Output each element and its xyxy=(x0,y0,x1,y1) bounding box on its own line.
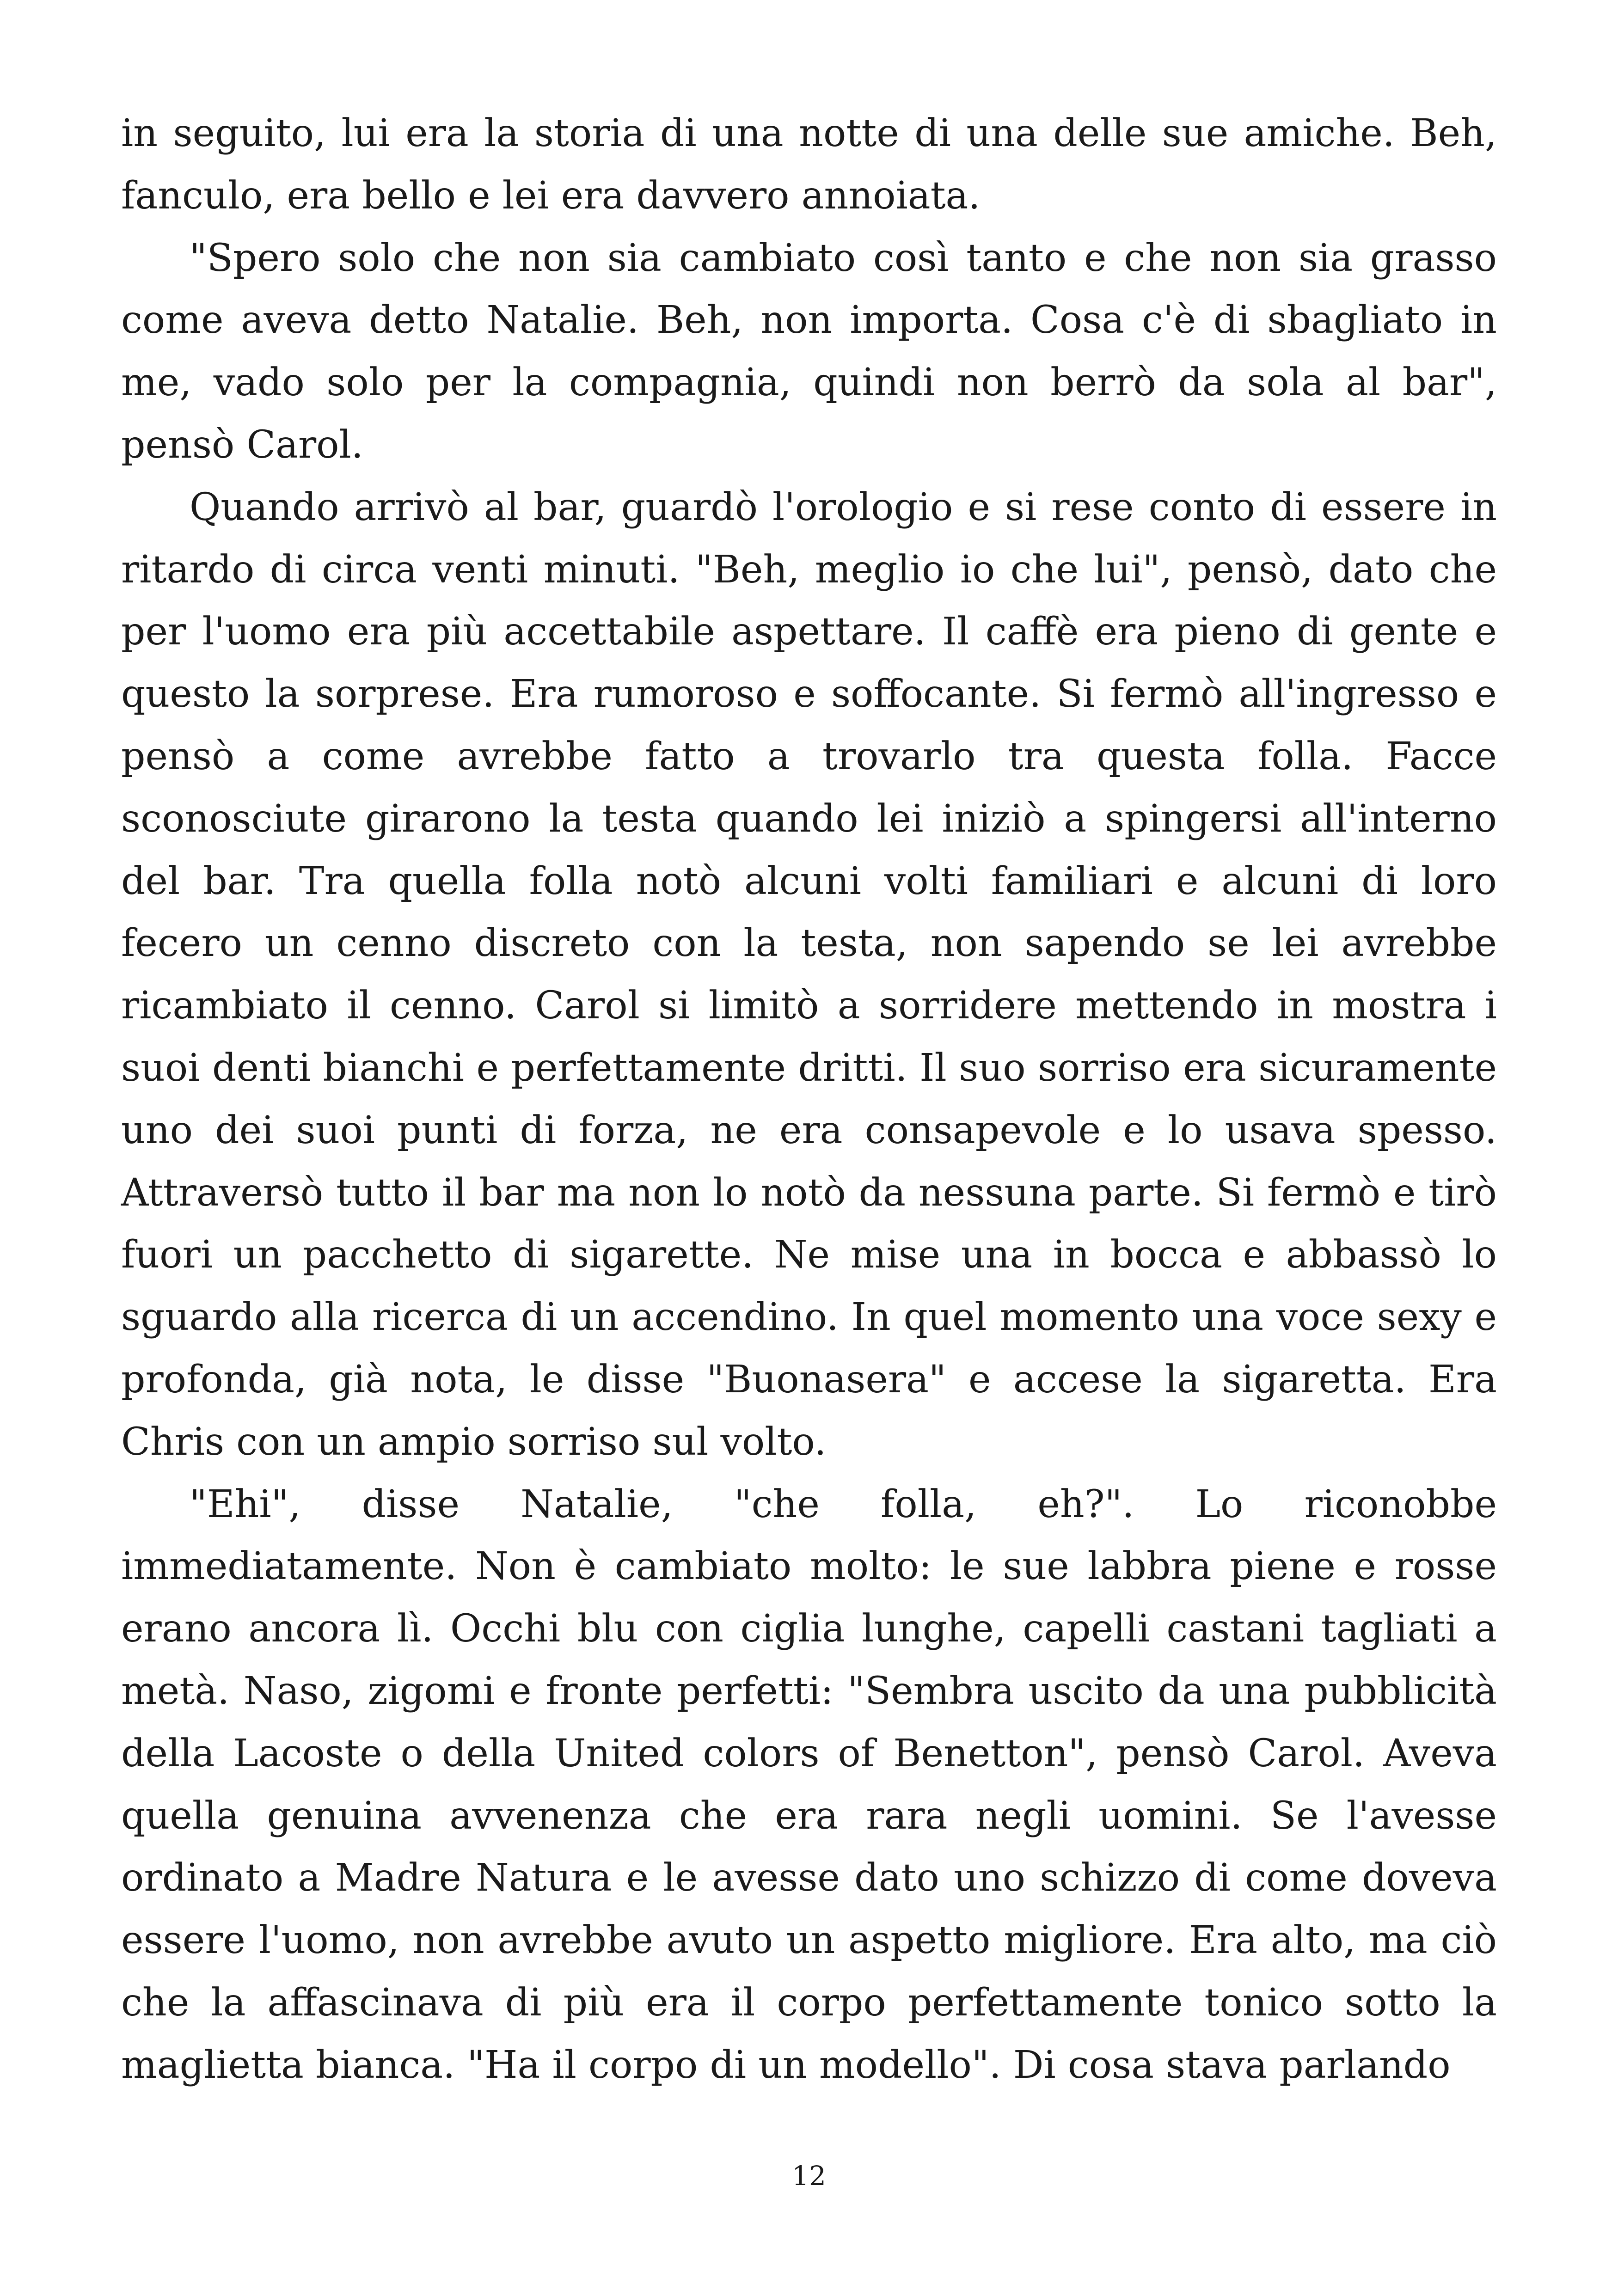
paragraph-carol-thoughts: "Spero solo che non sia cambiato così tanto e che non sia grasso come aveva detto Natalie. Beh, non importa. Cosa c'è di sbagliato in me, vado solo per la compagnia, quindi non berrò da sola al bar", pensò Carol. xyxy=(121,236,1497,467)
body-text xyxy=(121,103,1497,2097)
page-number: 12 xyxy=(792,2160,826,2192)
paragraph-chris-description: "Ehi", disse Natalie, "che folla, eh?". Lo riconobbe immediatamente. Non è cambiato molto: le sue labbra piene e rosse erano ancora lì. Occhi blu con ciglia lunghe, capelli castani tagliati a metà. Naso, zigomi e fronte perfetti: "Sembra uscito da una pubblicità della Lacoste o della United colors of Benetton", pensò Carol. Aveva quella genuina avvenenza che era rara negli uomini. Se l'avesse ordinato a Madre Natura e le avesse dato uno schizzo di come doveva essere l'uomo, non avrebbe avuto un aspetto migliore. Era alto, ma ciò che la affascinava di più era il corpo perfettamente tonico sotto la maglietta bianca. "Ha il corpo di un modello". Di cosa stava parlando xyxy=(121,1482,1497,2087)
paragraph-continuation: in seguito, lui era la storia di una notte di una delle sue amiche. Beh, fanculo, era bello e lei era davvero annoiata. xyxy=(121,111,1497,218)
paragraph-bar-arrival: Quando arrivò al bar, guardò l'orologio e si rese conto di essere in ritardo di circa venti minuti. "Beh, meglio io che lui", pensò, dato che per l'uomo era più accettabile aspettare. Il caffè era pieno di gente e questo la sorprese. Era rumoroso e soffocante. Si fermò all'ingresso e pensò a come avrebbe fatto a trovarlo tra questa folla. Facce sconosciute girarono la testa quando lei iniziò a spingersi all'interno del bar. Tra quella folla notò alcuni volti familiari e alcuni di loro fecero un cenno discreto con la testa, non sapendo se lei avrebbe ricambiato il cenno. Carol si limitò a sorridere mettendo in mostra i suoi denti bianchi e perfettamente dritti. Il suo sorriso era sicuramente uno dei suoi punti di forza, ne era consapevole e lo usava spesso. Attraversò tutto il bar ma non lo notò da nessuna parte. Si fermò e tirò fuori un pacchetto di sigarette. Ne mise una in bocca e abbassò lo sguardo alla ricerca di un accendino. In quel momento una voce sexy e profonda, già nota, le disse "Buonasera" e accese la sigaretta. Era Chris con un ampio sorriso sul volto. xyxy=(121,485,1497,1464)
